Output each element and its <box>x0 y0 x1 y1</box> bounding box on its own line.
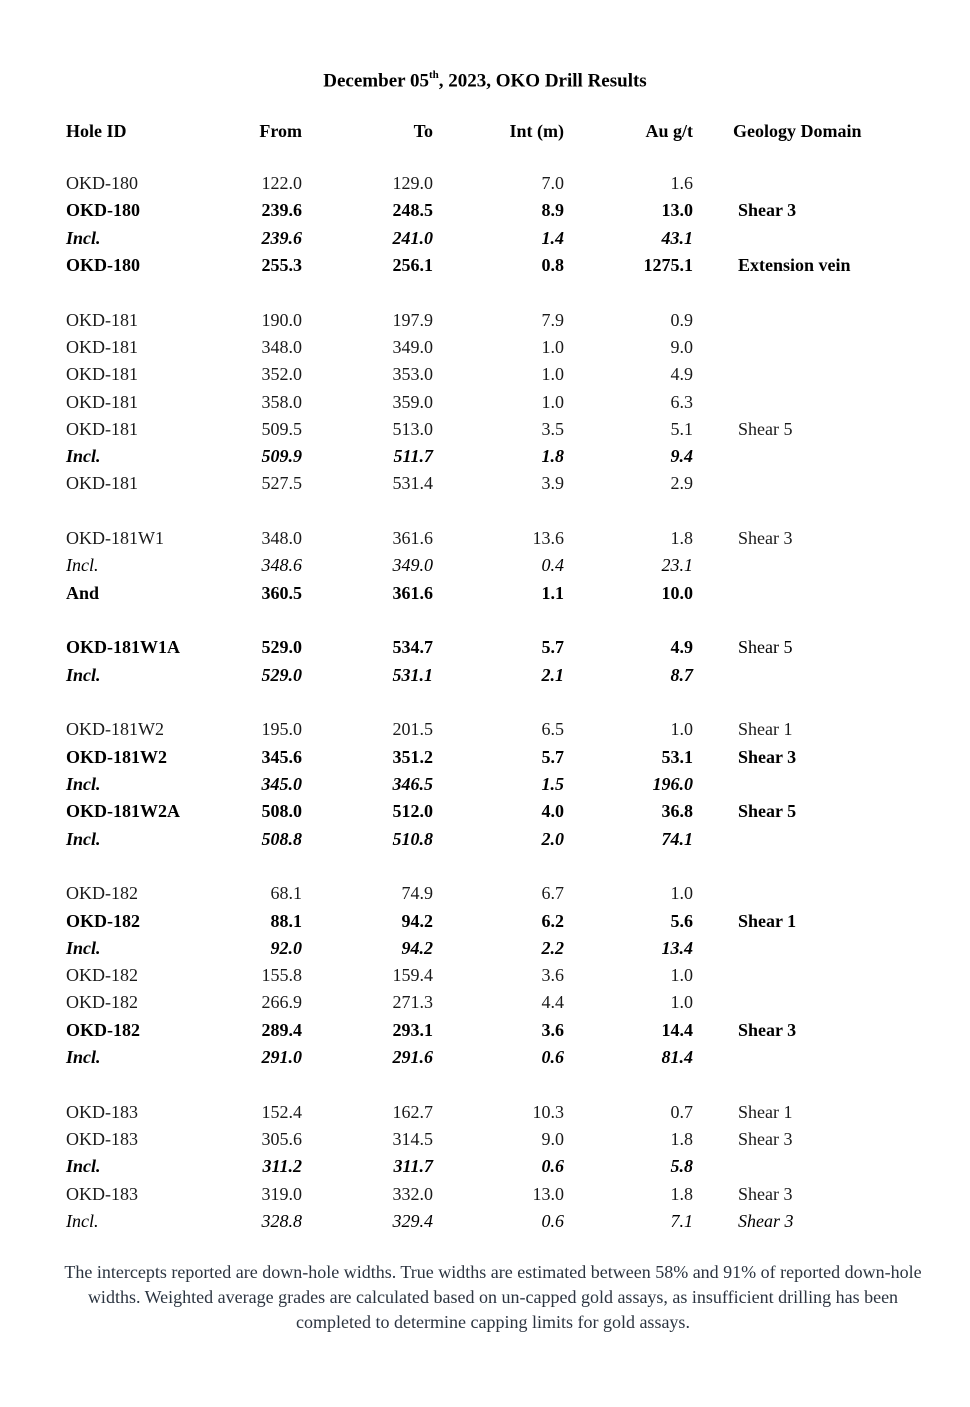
cell-au: 1275.1 <box>643 255 693 275</box>
cell-from: 88.1 <box>270 911 302 931</box>
cell-to: 351.2 <box>392 747 433 767</box>
cell-from: 152.4 <box>261 1102 302 1122</box>
cell-from: 155.8 <box>261 965 302 985</box>
cell-au: 1.0 <box>670 719 693 739</box>
cell-geology-domain: Shear 3 <box>738 1211 794 1231</box>
cell-hole-id: OKD-181 <box>66 392 138 412</box>
title-superscript: th <box>428 69 439 81</box>
table-row <box>0 663 970 687</box>
cell-hole-id: OKD-181 <box>66 364 138 384</box>
cell-au: 5.1 <box>670 419 693 439</box>
cell-from: 527.5 <box>261 473 302 493</box>
cell-to: 346.5 <box>392 774 433 794</box>
cell-geology-domain: Shear 5 <box>738 419 793 439</box>
cell-int: 2.0 <box>541 829 564 849</box>
table-row <box>0 226 970 250</box>
cell-to: 162.7 <box>392 1102 433 1122</box>
table-row <box>0 1045 970 1069</box>
cell-from: 508.8 <box>261 829 302 849</box>
cell-geology-domain: Shear 3 <box>738 1129 793 1149</box>
cell-int: 1.1 <box>541 583 564 603</box>
cell-hole-id: OKD-181 <box>66 419 138 439</box>
header-to: To <box>413 121 433 141</box>
cell-int: 5.7 <box>541 637 564 657</box>
table-row <box>0 936 970 960</box>
cell-to: 511.7 <box>393 446 433 466</box>
cell-int: 1.0 <box>541 364 564 384</box>
cell-to: 201.5 <box>392 719 433 739</box>
header-from: From <box>259 121 302 141</box>
cell-to: 293.1 <box>392 1020 433 1040</box>
cell-au: 53.1 <box>661 747 693 767</box>
cell-geology-domain: Shear 5 <box>738 801 797 821</box>
cell-int: 6.5 <box>541 719 564 739</box>
cell-int: 13.0 <box>532 1184 564 1204</box>
table-row <box>0 1127 970 1151</box>
cell-hole-id: Incl. <box>66 228 101 248</box>
cell-from: 529.0 <box>261 637 302 657</box>
cell-to: 129.0 <box>392 173 433 193</box>
cell-int: 4.0 <box>541 801 564 821</box>
cell-to: 531.1 <box>392 665 433 685</box>
cell-int: 6.7 <box>541 883 564 903</box>
cell-from: 291.0 <box>261 1047 302 1067</box>
cell-geology-domain: Shear 1 <box>738 719 793 739</box>
cell-int: 0.6 <box>541 1156 564 1176</box>
cell-hole-id: And <box>66 583 100 603</box>
cell-from: 239.6 <box>261 200 302 220</box>
cell-from: 352.0 <box>261 364 302 384</box>
cell-hole-id: OKD-181W1 <box>66 528 164 548</box>
cell-hole-id: OKD-181W2 <box>66 719 164 739</box>
cell-to: 291.6 <box>392 1047 433 1067</box>
cell-au: 13.0 <box>661 200 693 220</box>
cell-au: 0.9 <box>670 310 693 330</box>
cell-from: 348.0 <box>261 337 302 357</box>
cell-au: 1.6 <box>670 173 693 193</box>
cell-geology-domain: Shear 3 <box>738 1020 797 1040</box>
table-row <box>0 471 970 495</box>
cell-from: 328.8 <box>261 1211 302 1231</box>
table-row <box>0 1018 970 1042</box>
cell-au: 36.8 <box>661 801 693 821</box>
table-row <box>0 1182 970 1206</box>
cell-from: 508.0 <box>261 801 302 821</box>
cell-int: 1.4 <box>541 228 564 248</box>
cell-from: 190.0 <box>261 310 302 330</box>
table-row <box>0 745 970 769</box>
cell-hole-id: OKD-181W1A <box>66 637 180 657</box>
cell-au: 2.9 <box>670 473 693 493</box>
table-row <box>0 308 970 332</box>
header-geology-domain: Geology Domain <box>733 121 862 141</box>
cell-from: 345.6 <box>261 747 302 767</box>
cell-int: 13.6 <box>532 528 564 548</box>
cell-int: 8.9 <box>541 200 564 220</box>
cell-to: 349.0 <box>392 555 433 575</box>
cell-int: 1.0 <box>541 392 564 412</box>
cell-int: 1.5 <box>541 774 564 794</box>
table-row <box>0 827 970 851</box>
cell-from: 68.1 <box>270 883 302 903</box>
cell-int: 3.9 <box>541 473 564 493</box>
cell-int: 9.0 <box>541 1129 564 1149</box>
cell-au: 0.7 <box>670 1102 693 1122</box>
cell-to: 74.9 <box>401 883 433 903</box>
cell-geology-domain: Shear 5 <box>738 637 793 657</box>
cell-hole-id: OKD-183 <box>66 1102 138 1122</box>
cell-au: 43.1 <box>661 228 693 248</box>
cell-int: 0.4 <box>541 555 564 575</box>
header-au: Au g/t <box>645 121 693 141</box>
cell-from: 239.6 <box>261 228 302 248</box>
table-header <box>0 119 970 143</box>
cell-hole-id: Incl. <box>66 665 101 685</box>
cell-to: 359.0 <box>392 392 433 412</box>
cell-geology-domain: Shear 3 <box>738 747 797 767</box>
cell-au: 5.6 <box>670 911 693 931</box>
footnote: The intercepts reported are down-hole widths. True widths are estimated between 58% and 91% of reported down-hole widths. Weighted average grades are calculated based on un-capped gold assays, as insufficient drilling has been completed to determine capping limits for gold assays. <box>64 1262 922 1332</box>
cell-geology-domain: Shear 1 <box>738 1102 793 1122</box>
cell-from: 266.9 <box>261 992 302 1012</box>
cell-hole-id: Incl. <box>66 446 101 466</box>
cell-au: 1.8 <box>670 1129 693 1149</box>
cell-geology-domain: Shear 1 <box>738 911 797 931</box>
table-row <box>0 253 970 277</box>
cell-hole-id: OKD-180 <box>66 173 138 193</box>
header-hole-id: Hole ID <box>66 121 127 141</box>
cell-to: 510.8 <box>392 829 433 849</box>
title-suffix: , 2023, OKO Drill Results <box>438 70 647 92</box>
cell-int: 6.2 <box>541 911 564 931</box>
cell-int: 3.6 <box>541 965 564 985</box>
cell-au: 74.1 <box>661 829 693 849</box>
cell-hole-id: Incl. <box>66 1156 101 1176</box>
table-row <box>0 390 970 414</box>
cell-hole-id: Incl. <box>66 938 101 958</box>
cell-to: 311.7 <box>393 1156 433 1176</box>
cell-to: 94.2 <box>401 911 433 931</box>
cell-to: 329.4 <box>392 1211 433 1231</box>
table-row <box>0 526 970 550</box>
cell-to: 531.4 <box>392 473 433 493</box>
cell-geology-domain: Shear 3 <box>738 528 793 548</box>
table-row <box>0 772 970 796</box>
cell-from: 289.4 <box>261 1020 302 1040</box>
cell-to: 159.4 <box>392 965 433 985</box>
table-row <box>0 963 970 987</box>
cell-au: 1.0 <box>670 883 693 903</box>
cell-hole-id: Incl. <box>66 774 101 794</box>
cell-int: 10.3 <box>532 1102 564 1122</box>
cell-au: 196.0 <box>652 774 693 794</box>
cell-to: 361.6 <box>392 528 433 548</box>
cell-hole-id: OKD-182 <box>66 965 138 985</box>
title-prefix: December 05 <box>323 70 429 92</box>
cell-hole-id: OKD-182 <box>66 911 140 931</box>
cell-from: 509.5 <box>261 419 302 439</box>
cell-hole-id: OKD-182 <box>66 1020 140 1040</box>
cell-hole-id: OKD-181 <box>66 473 138 493</box>
cell-hole-id: OKD-181W2 <box>66 747 167 767</box>
cell-int: 3.6 <box>541 1020 564 1040</box>
cell-au: 9.0 <box>670 337 693 357</box>
cell-from: 311.2 <box>262 1156 302 1176</box>
cell-from: 195.0 <box>261 719 302 739</box>
table-row <box>0 1209 970 1233</box>
cell-int: 3.5 <box>541 419 564 439</box>
cell-hole-id: OKD-183 <box>66 1129 138 1149</box>
table-row <box>0 444 970 468</box>
table-row <box>0 553 970 577</box>
cell-au: 9.4 <box>670 446 693 466</box>
cell-geology-domain: Extension vein <box>738 255 851 275</box>
cell-au: 4.9 <box>670 364 693 384</box>
cell-to: 314.5 <box>392 1129 433 1149</box>
cell-int: 1.0 <box>541 337 564 357</box>
cell-to: 534.7 <box>392 637 433 657</box>
cell-hole-id: Incl. <box>66 555 99 575</box>
cell-hole-id: Incl. <box>66 1211 99 1231</box>
cell-au: 1.8 <box>670 528 693 548</box>
cell-from: 255.3 <box>261 255 302 275</box>
cell-geology-domain: Shear 3 <box>738 1184 793 1204</box>
cell-from: 529.0 <box>261 665 302 685</box>
cell-to: 513.0 <box>392 419 433 439</box>
table-row <box>0 635 970 659</box>
cell-to: 241.0 <box>392 228 433 248</box>
table-row <box>0 362 970 386</box>
table-row <box>0 335 970 359</box>
cell-to: 361.6 <box>392 583 433 603</box>
cell-au: 5.8 <box>670 1156 693 1176</box>
cell-to: 94.2 <box>401 938 433 958</box>
cell-from: 345.0 <box>261 774 302 794</box>
cell-hole-id: OKD-180 <box>66 200 140 220</box>
table-row <box>0 909 970 933</box>
cell-int: 0.6 <box>541 1047 564 1067</box>
cell-to: 349.0 <box>392 337 433 357</box>
cell-au: 10.0 <box>661 583 693 603</box>
cell-geology-domain: Shear 3 <box>738 200 797 220</box>
cell-int: 0.8 <box>541 255 564 275</box>
table-row <box>0 1154 970 1178</box>
cell-to: 271.3 <box>392 992 433 1012</box>
cell-int: 5.7 <box>541 747 564 767</box>
cell-au: 81.4 <box>661 1047 693 1067</box>
table-row <box>0 417 970 441</box>
cell-au: 4.9 <box>670 637 693 657</box>
cell-from: 305.6 <box>261 1129 302 1149</box>
cell-au: 14.4 <box>661 1020 693 1040</box>
cell-au: 13.4 <box>661 938 693 958</box>
table-row <box>0 198 970 222</box>
cell-au: 1.0 <box>670 992 693 1012</box>
cell-int: 0.6 <box>541 1211 564 1231</box>
cell-from: 348.6 <box>261 555 302 575</box>
cell-from: 509.9 <box>261 446 302 466</box>
cell-int: 2.1 <box>541 665 564 685</box>
cell-au: 6.3 <box>670 392 693 412</box>
cell-au: 8.7 <box>670 665 693 685</box>
cell-hole-id: OKD-183 <box>66 1184 138 1204</box>
cell-hole-id: OKD-181 <box>66 337 138 357</box>
cell-hole-id: Incl. <box>66 1047 101 1067</box>
cell-au: 1.0 <box>670 965 693 985</box>
cell-from: 348.0 <box>261 528 302 548</box>
table-row <box>0 799 970 823</box>
cell-hole-id: OKD-182 <box>66 992 138 1012</box>
cell-int: 7.9 <box>541 310 564 330</box>
cell-int: 1.8 <box>541 446 564 466</box>
cell-hole-id: OKD-181 <box>66 310 138 330</box>
cell-from: 92.0 <box>270 938 302 958</box>
table-row <box>0 881 970 905</box>
cell-au: 1.8 <box>670 1184 693 1204</box>
header-int: Int (m) <box>509 121 564 141</box>
cell-au: 23.1 <box>661 555 693 575</box>
cell-from: 360.5 <box>261 583 302 603</box>
table-row <box>0 581 970 605</box>
page-title <box>0 70 970 92</box>
cell-from: 319.0 <box>261 1184 302 1204</box>
table-row <box>0 1100 970 1124</box>
cell-int: 2.2 <box>541 938 564 958</box>
cell-to: 197.9 <box>392 310 433 330</box>
cell-au: 7.1 <box>670 1211 693 1231</box>
cell-hole-id: OKD-182 <box>66 883 138 903</box>
cell-hole-id: Incl. <box>66 829 101 849</box>
cell-int: 7.0 <box>541 173 564 193</box>
cell-to: 332.0 <box>392 1184 433 1204</box>
cell-to: 512.0 <box>392 801 433 821</box>
cell-to: 353.0 <box>392 364 433 384</box>
table-row <box>0 990 970 1014</box>
table-row <box>0 717 970 741</box>
cell-hole-id: OKD-181W2A <box>66 801 180 821</box>
cell-from: 358.0 <box>261 392 302 412</box>
cell-hole-id: OKD-180 <box>66 255 140 275</box>
table-row <box>0 171 970 195</box>
cell-to: 256.1 <box>392 255 433 275</box>
cell-from: 122.0 <box>261 173 302 193</box>
cell-to: 248.5 <box>392 200 433 220</box>
cell-int: 4.4 <box>541 992 564 1012</box>
